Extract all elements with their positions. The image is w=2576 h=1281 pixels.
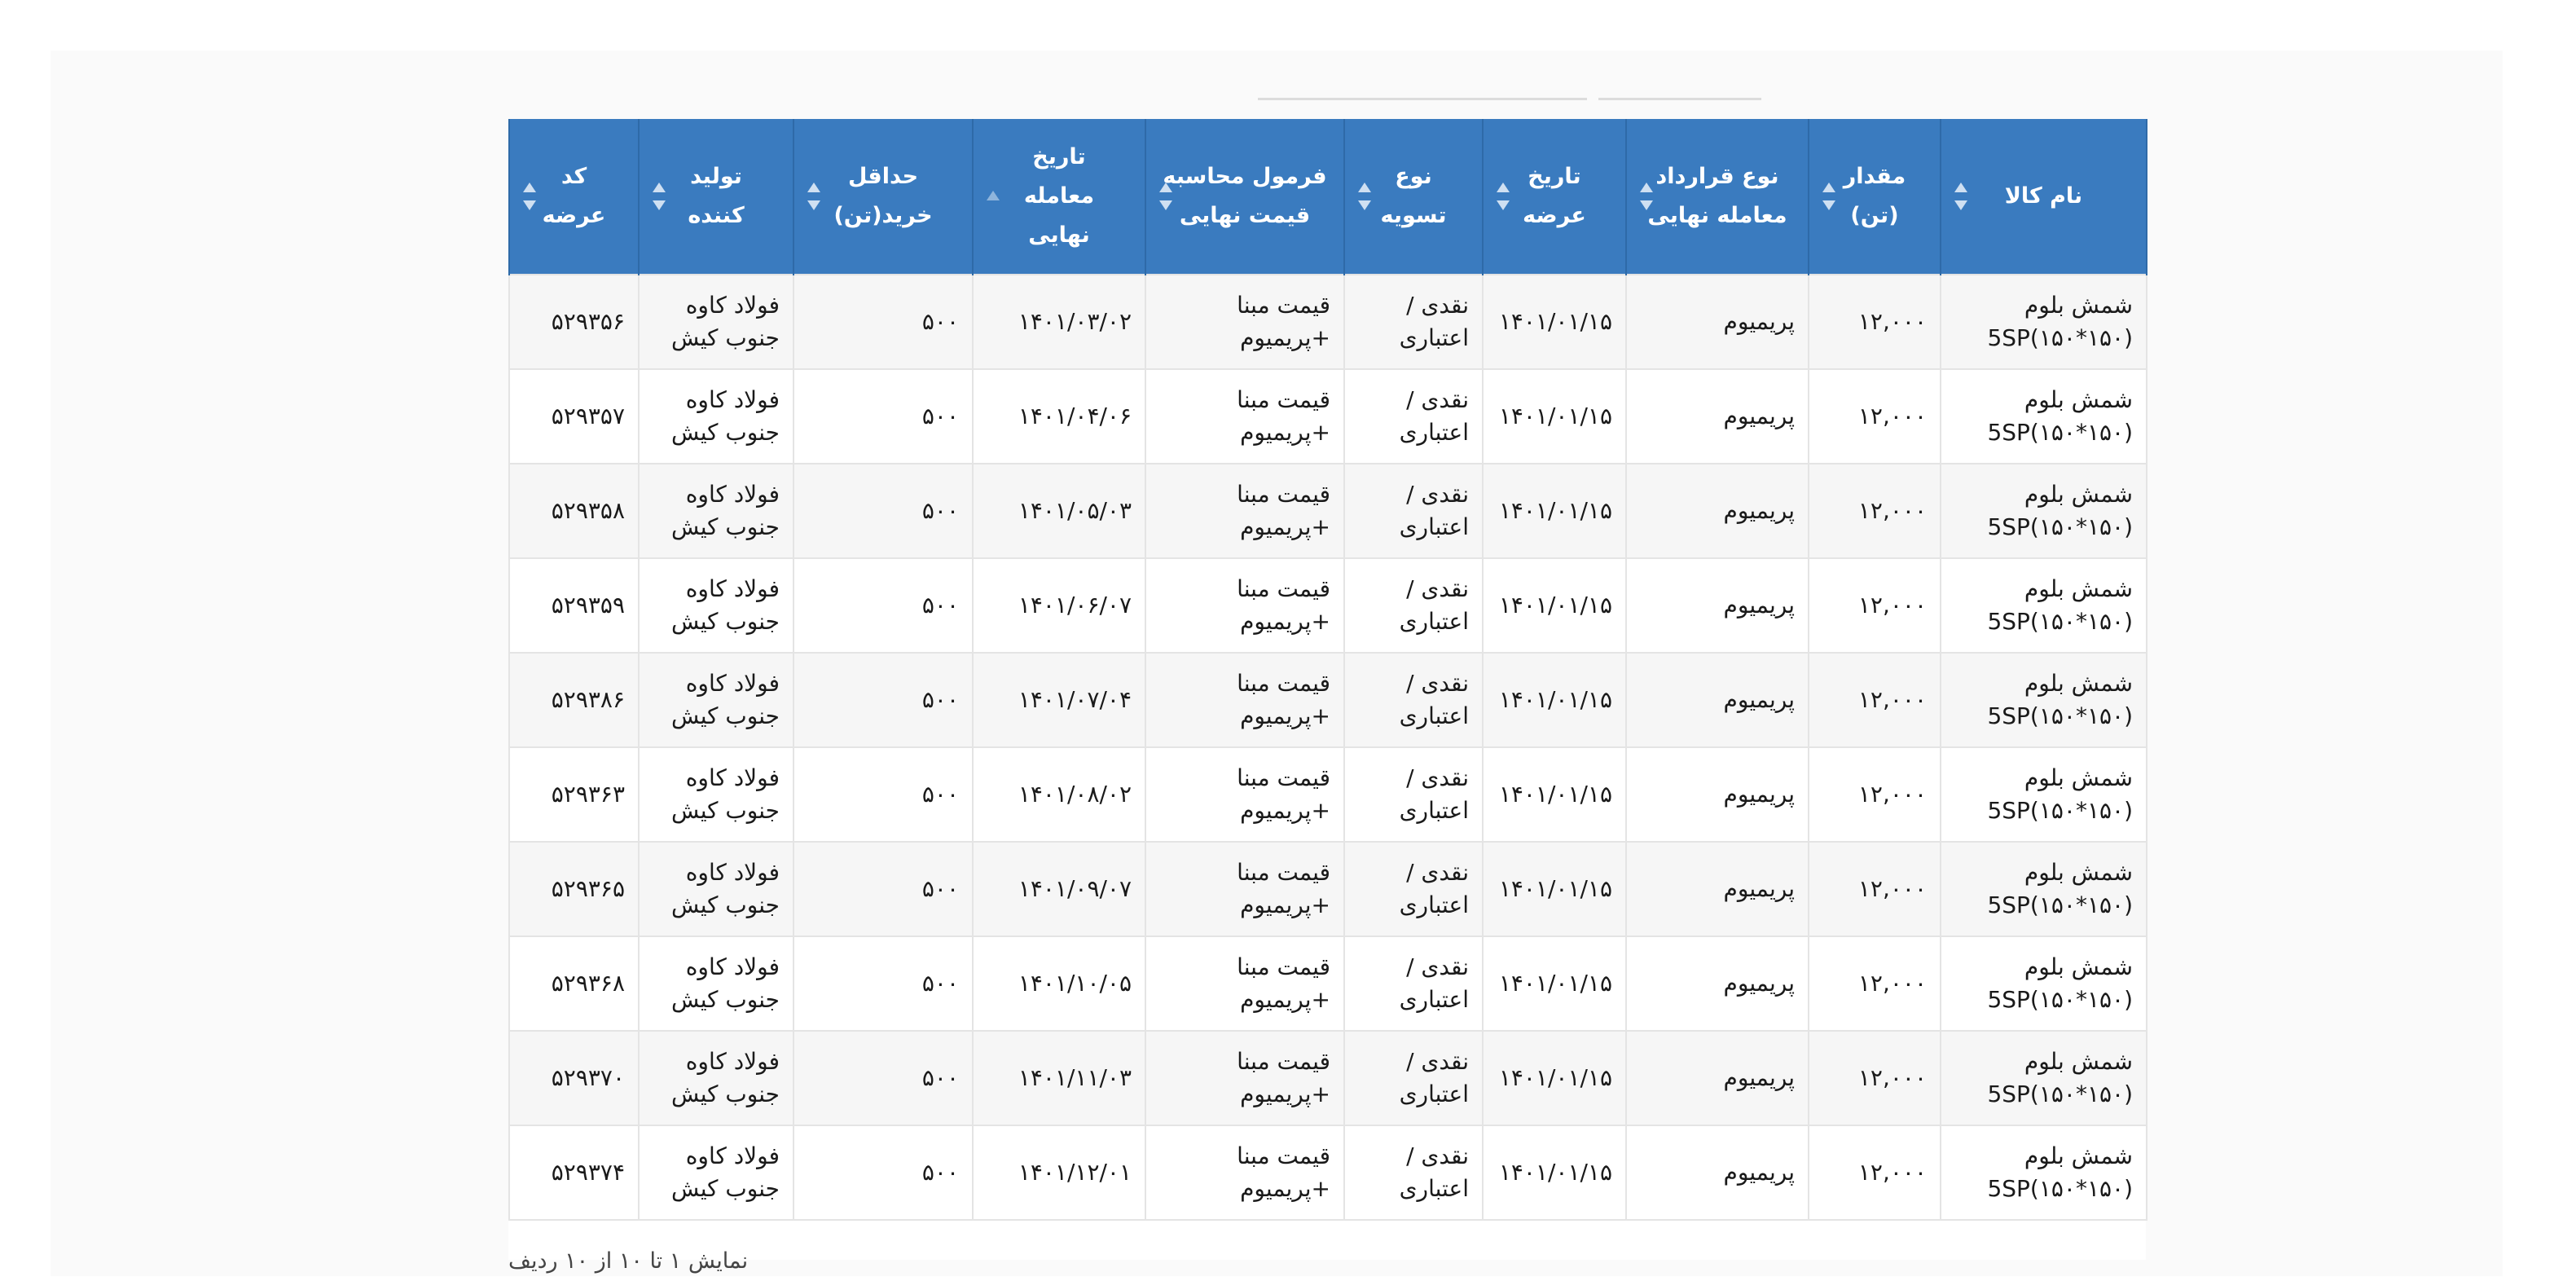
cell-product-name-text: شمش بلوم bbox=[2024, 670, 2133, 697]
cell-final-trade-date bbox=[973, 1125, 1145, 1220]
tab-underline bbox=[1598, 98, 1761, 100]
sort-icon[interactable] bbox=[1358, 183, 1371, 210]
cell-price-formula-text: قیمت مبنا bbox=[1237, 1048, 1330, 1075]
cell-offer-date-text: ۱۴۰۱/۰۱/۱۵ bbox=[1498, 1064, 1612, 1091]
cell-offer-date-text: ۱۴۰۱/۰۱/۱۵ bbox=[1498, 592, 1612, 618]
header-label: نوع قرارداد bbox=[1655, 164, 1779, 189]
cell-contract-type bbox=[1626, 1031, 1809, 1125]
cell-producer bbox=[639, 1125, 793, 1220]
cell-offer-date bbox=[1483, 1125, 1626, 1220]
column-header-offer-date[interactable] bbox=[1483, 119, 1626, 275]
cell-offer-date bbox=[1483, 558, 1626, 653]
cell-price-formula bbox=[1145, 747, 1344, 842]
cell-producer-text: فولاد کاوه bbox=[685, 575, 780, 602]
cell-quantity-text: ۱۲,۰۰۰ bbox=[1857, 686, 1927, 713]
cell-offer-code-text: ۵۲۹۳۵۹ bbox=[551, 592, 625, 618]
cell-contract-type-text: پریمیوم bbox=[1723, 875, 1795, 902]
cell-contract-type bbox=[1626, 747, 1809, 842]
header-label: (تن) bbox=[1850, 203, 1899, 228]
cell-producer bbox=[639, 842, 793, 936]
sort-ascending-icon[interactable] bbox=[987, 183, 1000, 210]
cell-settlement-type bbox=[1344, 464, 1483, 558]
header-label: کننده bbox=[688, 203, 745, 228]
cell-product-name bbox=[1941, 275, 2147, 369]
cell-producer bbox=[639, 936, 793, 1031]
cell-product-name-text: شمش بلوم bbox=[2024, 1142, 2133, 1169]
cell-quantity bbox=[1809, 275, 1941, 369]
header-label: نوع bbox=[1395, 164, 1432, 189]
cell-final-trade-date bbox=[973, 1031, 1145, 1125]
cell-settlement-type bbox=[1344, 1125, 1483, 1220]
cell-product-name bbox=[1941, 936, 2147, 1031]
cell-producer bbox=[639, 558, 793, 653]
cell-contract-type bbox=[1626, 275, 1809, 369]
tab-underline bbox=[1258, 98, 1587, 100]
column-header-price-formula[interactable] bbox=[1145, 119, 1344, 275]
cell-min-purchase bbox=[793, 275, 973, 369]
cell-min-purchase bbox=[793, 747, 973, 842]
cell-min-purchase bbox=[793, 653, 973, 747]
cell-producer bbox=[639, 464, 793, 558]
cell-quantity bbox=[1809, 653, 1941, 747]
cell-producer-text: فولاد کاوه bbox=[685, 953, 780, 980]
cell-offer-date bbox=[1483, 842, 1626, 936]
header-label: تولید bbox=[690, 164, 742, 189]
cell-contract-type-text: پریمیوم bbox=[1723, 403, 1795, 429]
cell-producer-text: فولاد کاوه bbox=[685, 670, 780, 697]
sort-icon[interactable] bbox=[807, 183, 820, 210]
cell-offer-code bbox=[509, 275, 639, 369]
header-label: تاریخ bbox=[1032, 144, 1086, 169]
cell-min-purchase-text: ۵۰۰ bbox=[921, 1064, 959, 1091]
table-row[interactable] bbox=[509, 936, 2147, 1031]
cell-min-purchase bbox=[793, 842, 973, 936]
cell-offer-code-text: ۵۲۹۳۶۵ bbox=[551, 875, 625, 902]
cell-min-purchase bbox=[793, 464, 973, 558]
cell-price-formula bbox=[1145, 275, 1344, 369]
cell-producer-text: جنوب کیش bbox=[671, 1081, 780, 1107]
cell-quantity-text: ۱۲,۰۰۰ bbox=[1857, 781, 1927, 808]
cell-price-formula bbox=[1145, 936, 1344, 1031]
table-row[interactable] bbox=[509, 1031, 2147, 1125]
cell-product-name-text: 5SP(۱۵۰*۱۵۰) bbox=[1987, 797, 2133, 824]
cell-product-name-text: 5SP(۱۵۰*۱۵۰) bbox=[1987, 513, 2133, 540]
cell-offer-code-text: ۵۲۹۳۸۶ bbox=[551, 686, 625, 713]
table-row[interactable] bbox=[509, 653, 2147, 747]
cell-min-purchase-text: ۵۰۰ bbox=[921, 308, 959, 335]
cell-quantity-text: ۱۲,۰۰۰ bbox=[1857, 497, 1927, 524]
cell-offer-code bbox=[509, 936, 639, 1031]
cell-min-purchase bbox=[793, 369, 973, 464]
cell-price-formula-text: +پریمیوم bbox=[1240, 608, 1330, 635]
cell-product-name bbox=[1941, 653, 2147, 747]
cell-offer-date-text: ۱۴۰۱/۰۱/۱۵ bbox=[1498, 308, 1612, 335]
cell-product-name bbox=[1941, 1125, 2147, 1220]
cell-settlement-type bbox=[1344, 275, 1483, 369]
cell-settlement-type-text: اعتباری bbox=[1399, 608, 1469, 635]
cell-quantity-text: ۱۲,۰۰۰ bbox=[1857, 1064, 1927, 1091]
cell-product-name-text: شمش بلوم bbox=[2024, 292, 2133, 319]
cell-offer-date-text: ۱۴۰۱/۰۱/۱۵ bbox=[1498, 1159, 1612, 1186]
cell-producer-text: فولاد کاوه bbox=[685, 292, 780, 319]
cell-contract-type-text: پریمیوم bbox=[1723, 592, 1795, 618]
cell-price-formula-text: قیمت مبنا bbox=[1237, 575, 1330, 602]
cell-contract-type-text: پریمیوم bbox=[1723, 497, 1795, 524]
cell-price-formula bbox=[1145, 1031, 1344, 1125]
header-label: تسویه bbox=[1380, 203, 1447, 228]
cell-min-purchase-text: ۵۰۰ bbox=[921, 875, 959, 902]
offers-table-container bbox=[508, 119, 2146, 1260]
cell-price-formula-text: +پریمیوم bbox=[1240, 702, 1330, 729]
cell-min-purchase bbox=[793, 1125, 973, 1220]
cell-settlement-type-text: اعتباری bbox=[1399, 891, 1469, 918]
cell-contract-type-text: پریمیوم bbox=[1723, 970, 1795, 997]
cell-contract-type-text: پریمیوم bbox=[1723, 1159, 1795, 1186]
cell-price-formula bbox=[1145, 464, 1344, 558]
cell-product-name-text: شمش بلوم bbox=[2024, 481, 2133, 508]
cell-min-purchase-text: ۵۰۰ bbox=[921, 686, 959, 713]
cell-quantity-text: ۱۲,۰۰۰ bbox=[1857, 875, 1927, 902]
cell-price-formula-text: قیمت مبنا bbox=[1237, 386, 1330, 413]
cell-producer bbox=[639, 747, 793, 842]
cell-product-name-text: 5SP(۱۵۰*۱۵۰) bbox=[1987, 324, 2133, 351]
cell-settlement-type-text: اعتباری bbox=[1399, 1081, 1469, 1107]
cell-product-name bbox=[1941, 842, 2147, 936]
cell-offer-date-text: ۱۴۰۱/۰۱/۱۵ bbox=[1498, 497, 1612, 524]
cell-product-name-text: 5SP(۱۵۰*۱۵۰) bbox=[1987, 1081, 2133, 1107]
cell-final-trade-date bbox=[973, 842, 1145, 936]
cell-settlement-type-text: اعتباری bbox=[1399, 513, 1469, 540]
table-info-text: نمایش ۱ تا ۱۰ از ۱۰ ردیف bbox=[508, 1248, 749, 1274]
cell-final-trade-date bbox=[973, 275, 1145, 369]
cell-product-name-text: شمش بلوم bbox=[2024, 859, 2133, 886]
cell-product-name bbox=[1941, 464, 2147, 558]
cell-min-purchase bbox=[793, 1031, 973, 1125]
cell-producer bbox=[639, 275, 793, 369]
cell-offer-date bbox=[1483, 936, 1626, 1031]
offers-table bbox=[508, 119, 2147, 1221]
header-label: حداقل bbox=[847, 164, 919, 189]
cell-min-purchase-text: ۵۰۰ bbox=[921, 781, 959, 808]
header-label: کد bbox=[560, 164, 587, 189]
header-label: عرضه bbox=[1523, 203, 1586, 228]
cell-contract-type-text: پریمیوم bbox=[1723, 1064, 1795, 1091]
cell-offer-date-text: ۱۴۰۱/۰۱/۱۵ bbox=[1498, 403, 1612, 429]
cell-product-name bbox=[1941, 747, 2147, 842]
sort-icon[interactable] bbox=[1640, 183, 1653, 210]
cell-final-trade-date-text: ۱۴۰۱/۰۸/۰۲ bbox=[1018, 781, 1132, 808]
cell-offer-date-text: ۱۴۰۱/۰۱/۱۵ bbox=[1498, 970, 1612, 997]
cell-quantity bbox=[1809, 369, 1941, 464]
header-label: فرمول محاسبه bbox=[1163, 164, 1327, 189]
cell-offer-code bbox=[509, 1031, 639, 1125]
cell-quantity-text: ۱۲,۰۰۰ bbox=[1857, 592, 1927, 618]
cell-offer-date-text: ۱۴۰۱/۰۱/۱۵ bbox=[1498, 686, 1612, 713]
cell-quantity-text: ۱۲,۰۰۰ bbox=[1857, 1159, 1927, 1186]
cell-producer-text: فولاد کاوه bbox=[685, 1048, 780, 1075]
cell-producer bbox=[639, 369, 793, 464]
sort-icon[interactable] bbox=[1159, 183, 1172, 210]
cell-min-purchase-text: ۵۰۰ bbox=[921, 403, 959, 429]
cell-offer-date-text: ۱۴۰۱/۰۱/۱۵ bbox=[1498, 781, 1612, 808]
table-row[interactable] bbox=[509, 842, 2147, 936]
cell-quantity bbox=[1809, 936, 1941, 1031]
cell-final-trade-date-text: ۱۴۰۱/۰۳/۰۲ bbox=[1018, 308, 1132, 335]
table-row[interactable] bbox=[509, 369, 2147, 464]
cell-price-formula-text: قیمت مبنا bbox=[1237, 670, 1330, 697]
cell-settlement-type-text: نقدی / bbox=[1406, 481, 1469, 508]
cell-producer-text: جنوب کیش bbox=[671, 1175, 780, 1202]
header-label: معامله نهایی bbox=[1647, 203, 1787, 228]
cell-product-name bbox=[1941, 369, 2147, 464]
sort-icon[interactable] bbox=[1497, 183, 1510, 210]
cell-min-purchase-text: ۵۰۰ bbox=[921, 592, 959, 618]
cell-price-formula-text: قیمت مبنا bbox=[1237, 764, 1330, 791]
cell-product-name-text: شمش بلوم bbox=[2024, 575, 2133, 602]
cell-price-formula-text: قیمت مبنا bbox=[1237, 481, 1330, 508]
table-row[interactable] bbox=[509, 1125, 2147, 1220]
cell-offer-code bbox=[509, 842, 639, 936]
cell-product-name-text: 5SP(۱۵۰*۱۵۰) bbox=[1987, 419, 2133, 446]
cell-quantity bbox=[1809, 558, 1941, 653]
cell-product-name-text: 5SP(۱۵۰*۱۵۰) bbox=[1987, 702, 2133, 729]
cell-offer-date bbox=[1483, 464, 1626, 558]
cell-producer bbox=[639, 1031, 793, 1125]
cell-min-purchase bbox=[793, 558, 973, 653]
cell-price-formula-text: +پریمیوم bbox=[1240, 324, 1330, 351]
cell-producer-text: فولاد کاوه bbox=[685, 859, 780, 886]
cell-producer-text: جنوب کیش bbox=[671, 702, 780, 729]
cell-settlement-type-text: اعتباری bbox=[1399, 986, 1469, 1013]
cell-contract-type bbox=[1626, 1125, 1809, 1220]
header-label: قیمت نهایی bbox=[1179, 203, 1311, 228]
cell-settlement-type bbox=[1344, 653, 1483, 747]
cell-product-name-text: شمش بلوم bbox=[2024, 1048, 2133, 1075]
cell-settlement-type-text: نقدی / bbox=[1406, 764, 1469, 791]
cell-quantity bbox=[1809, 1031, 1941, 1125]
cell-contract-type bbox=[1626, 842, 1809, 936]
cell-offer-code-text: ۵۲۹۳۵۷ bbox=[551, 403, 625, 429]
table-header-row bbox=[509, 119, 2147, 275]
cell-final-trade-date-text: ۱۴۰۱/۰۹/۰۷ bbox=[1018, 875, 1132, 902]
cell-price-formula-text: +پریمیوم bbox=[1240, 797, 1330, 824]
cell-settlement-type bbox=[1344, 1031, 1483, 1125]
cell-settlement-type-text: نقدی / bbox=[1406, 292, 1469, 319]
cell-price-formula-text: +پریمیوم bbox=[1240, 891, 1330, 918]
header-label: عرضه bbox=[542, 203, 606, 228]
cell-offer-code bbox=[509, 369, 639, 464]
header-label: خرید(تن) bbox=[833, 203, 933, 228]
cell-settlement-type bbox=[1344, 747, 1483, 842]
cell-quantity-text: ۱۲,۰۰۰ bbox=[1857, 403, 1927, 429]
cell-offer-date bbox=[1483, 275, 1626, 369]
table-row[interactable] bbox=[509, 464, 2147, 558]
column-header-final-trade-date[interactable] bbox=[973, 119, 1145, 275]
column-header-producer[interactable] bbox=[639, 119, 793, 275]
cell-quantity bbox=[1809, 1125, 1941, 1220]
sort-icon[interactable] bbox=[523, 183, 536, 210]
cell-offer-code-text: ۵۲۹۳۷۴ bbox=[551, 1159, 625, 1186]
cell-settlement-type bbox=[1344, 842, 1483, 936]
cell-final-trade-date bbox=[973, 936, 1145, 1031]
cell-contract-type-text: پریمیوم bbox=[1723, 308, 1795, 335]
cell-offer-code-text: ۵۲۹۳۶۸ bbox=[551, 970, 625, 997]
cell-price-formula-text: +پریمیوم bbox=[1240, 1175, 1330, 1202]
cell-contract-type bbox=[1626, 369, 1809, 464]
cell-settlement-type bbox=[1344, 936, 1483, 1031]
table-row[interactable] bbox=[509, 558, 2147, 653]
cell-producer-text: جنوب کیش bbox=[671, 608, 780, 635]
cell-settlement-type-text: نقدی / bbox=[1406, 1142, 1469, 1169]
cell-contract-type-text: پریمیوم bbox=[1723, 686, 1795, 713]
cell-price-formula-text: +پریمیوم bbox=[1240, 1081, 1330, 1107]
cell-contract-type bbox=[1626, 653, 1809, 747]
cell-product-name-text: 5SP(۱۵۰*۱۵۰) bbox=[1987, 608, 2133, 635]
cell-quantity bbox=[1809, 842, 1941, 936]
cell-min-purchase-text: ۵۰۰ bbox=[921, 1159, 959, 1186]
cell-quantity-text: ۱۲,۰۰۰ bbox=[1857, 308, 1927, 335]
cell-price-formula-text: +پریمیوم bbox=[1240, 419, 1330, 446]
cell-final-trade-date-text: ۱۴۰۱/۱۰/۰۵ bbox=[1018, 970, 1132, 997]
column-header-contract-type[interactable] bbox=[1626, 119, 1809, 275]
cell-settlement-type-text: نقدی / bbox=[1406, 1048, 1469, 1075]
cell-settlement-type-text: نقدی / bbox=[1406, 386, 1469, 413]
cell-offer-code-text: ۵۲۹۳۷۰ bbox=[551, 1064, 625, 1091]
cell-offer-date bbox=[1483, 369, 1626, 464]
cell-product-name-text: شمش بلوم bbox=[2024, 953, 2133, 980]
header-label: تاریخ bbox=[1528, 164, 1581, 189]
cell-price-formula-text: قیمت مبنا bbox=[1237, 859, 1330, 886]
cell-final-trade-date-text: ۱۴۰۱/۱۲/۰۱ bbox=[1018, 1159, 1132, 1186]
header-label: مقدار bbox=[1843, 164, 1906, 189]
cell-final-trade-date-text: ۱۴۰۱/۰۷/۰۴ bbox=[1018, 686, 1132, 713]
header-label: معامله bbox=[1023, 183, 1095, 209]
cell-offer-date bbox=[1483, 653, 1626, 747]
cell-price-formula bbox=[1145, 369, 1344, 464]
column-header-settlement-type[interactable] bbox=[1344, 119, 1483, 275]
cell-offer-code bbox=[509, 1125, 639, 1220]
cell-settlement-type bbox=[1344, 558, 1483, 653]
cell-quantity bbox=[1809, 747, 1941, 842]
cell-price-formula bbox=[1145, 1125, 1344, 1220]
cell-price-formula-text: قیمت مبنا bbox=[1237, 953, 1330, 980]
cell-offer-code bbox=[509, 653, 639, 747]
cell-producer-text: جنوب کیش bbox=[671, 419, 780, 446]
cell-settlement-type-text: نقدی / bbox=[1406, 575, 1469, 602]
table-row[interactable] bbox=[509, 275, 2147, 369]
cell-product-name bbox=[1941, 558, 2147, 653]
header-label: نام کالا bbox=[2004, 183, 2083, 209]
cell-price-formula-text: قیمت مبنا bbox=[1237, 292, 1330, 319]
cell-settlement-type-text: نقدی / bbox=[1406, 859, 1469, 886]
cell-quantity-text: ۱۲,۰۰۰ bbox=[1857, 970, 1927, 997]
cell-final-trade-date-text: ۱۴۰۱/۰۵/۰۳ bbox=[1018, 497, 1132, 524]
cell-settlement-type bbox=[1344, 369, 1483, 464]
cell-offer-code-text: ۵۲۹۳۵۸ bbox=[551, 497, 625, 524]
cell-min-purchase-text: ۵۰۰ bbox=[921, 970, 959, 997]
cell-offer-date bbox=[1483, 747, 1626, 842]
cell-settlement-type-text: اعتباری bbox=[1399, 419, 1469, 446]
cell-contract-type bbox=[1626, 464, 1809, 558]
cell-producer-text: جنوب کیش bbox=[671, 986, 780, 1013]
cell-product-name-text: 5SP(۱۵۰*۱۵۰) bbox=[1987, 1175, 2133, 1202]
cell-final-trade-date-text: ۱۴۰۱/۰۴/۰۶ bbox=[1018, 403, 1132, 429]
cell-producer-text: جنوب کیش bbox=[671, 324, 780, 351]
cell-offer-code bbox=[509, 464, 639, 558]
cell-settlement-type-text: اعتباری bbox=[1399, 1175, 1469, 1202]
cell-min-purchase bbox=[793, 936, 973, 1031]
cell-settlement-type-text: نقدی / bbox=[1406, 670, 1469, 697]
cell-producer-text: جنوب کیش bbox=[671, 797, 780, 824]
cell-price-formula bbox=[1145, 653, 1344, 747]
cell-offer-code-text: ۵۲۹۳۶۳ bbox=[551, 781, 625, 808]
cell-final-trade-date bbox=[973, 369, 1145, 464]
cell-contract-type bbox=[1626, 558, 1809, 653]
cell-final-trade-date-text: ۱۴۰۱/۱۱/۰۳ bbox=[1018, 1064, 1132, 1091]
cell-product-name-text: 5SP(۱۵۰*۱۵۰) bbox=[1987, 891, 2133, 918]
cell-settlement-type-text: نقدی / bbox=[1406, 953, 1469, 980]
sort-icon[interactable] bbox=[653, 183, 666, 210]
table-row[interactable] bbox=[509, 747, 2147, 842]
cell-offer-code bbox=[509, 747, 639, 842]
cell-contract-type bbox=[1626, 936, 1809, 1031]
column-header-quantity[interactable] bbox=[1809, 119, 1941, 275]
cell-offer-code bbox=[509, 558, 639, 653]
cell-product-name-text: شمش بلوم bbox=[2024, 764, 2133, 791]
sort-icon[interactable] bbox=[1954, 183, 1967, 210]
cell-producer-text: فولاد کاوه bbox=[685, 386, 780, 413]
cell-price-formula-text: +پریمیوم bbox=[1240, 513, 1330, 540]
header-label: نهایی bbox=[1028, 222, 1090, 248]
cell-product-name-text: 5SP(۱۵۰*۱۵۰) bbox=[1987, 986, 2133, 1013]
cell-offer-date-text: ۱۴۰۱/۰۱/۱۵ bbox=[1498, 875, 1612, 902]
cell-producer-text: جنوب کیش bbox=[671, 891, 780, 918]
cell-product-name-text: شمش بلوم bbox=[2024, 386, 2133, 413]
cell-price-formula bbox=[1145, 558, 1344, 653]
column-header-min-purchase[interactable] bbox=[793, 119, 973, 275]
cell-final-trade-date bbox=[973, 653, 1145, 747]
cell-product-name bbox=[1941, 1031, 2147, 1125]
cell-final-trade-date bbox=[973, 464, 1145, 558]
cell-settlement-type-text: اعتباری bbox=[1399, 797, 1469, 824]
cell-producer bbox=[639, 653, 793, 747]
cell-producer-text: جنوب کیش bbox=[671, 513, 780, 540]
column-header-product-name[interactable] bbox=[1941, 119, 2147, 275]
cell-final-trade-date-text: ۱۴۰۱/۰۶/۰۷ bbox=[1018, 592, 1132, 618]
cell-price-formula-text: +پریمیوم bbox=[1240, 986, 1330, 1013]
cell-price-formula-text: قیمت مبنا bbox=[1237, 1142, 1330, 1169]
cell-settlement-type-text: اعتباری bbox=[1399, 702, 1469, 729]
cell-offer-code-text: ۵۲۹۳۵۶ bbox=[551, 308, 625, 335]
cell-contract-type-text: پریمیوم bbox=[1723, 781, 1795, 808]
cell-quantity bbox=[1809, 464, 1941, 558]
cell-producer-text: فولاد کاوه bbox=[685, 764, 780, 791]
sort-icon[interactable] bbox=[1822, 183, 1835, 210]
cell-final-trade-date bbox=[973, 558, 1145, 653]
cell-offer-date bbox=[1483, 1031, 1626, 1125]
cell-producer-text: فولاد کاوه bbox=[685, 1142, 780, 1169]
cell-final-trade-date bbox=[973, 747, 1145, 842]
cell-min-purchase-text: ۵۰۰ bbox=[921, 497, 959, 524]
cell-settlement-type-text: اعتباری bbox=[1399, 324, 1469, 351]
column-header-offer-code[interactable] bbox=[509, 119, 639, 275]
cell-price-formula bbox=[1145, 842, 1344, 936]
cell-producer-text: فولاد کاوه bbox=[685, 481, 780, 508]
